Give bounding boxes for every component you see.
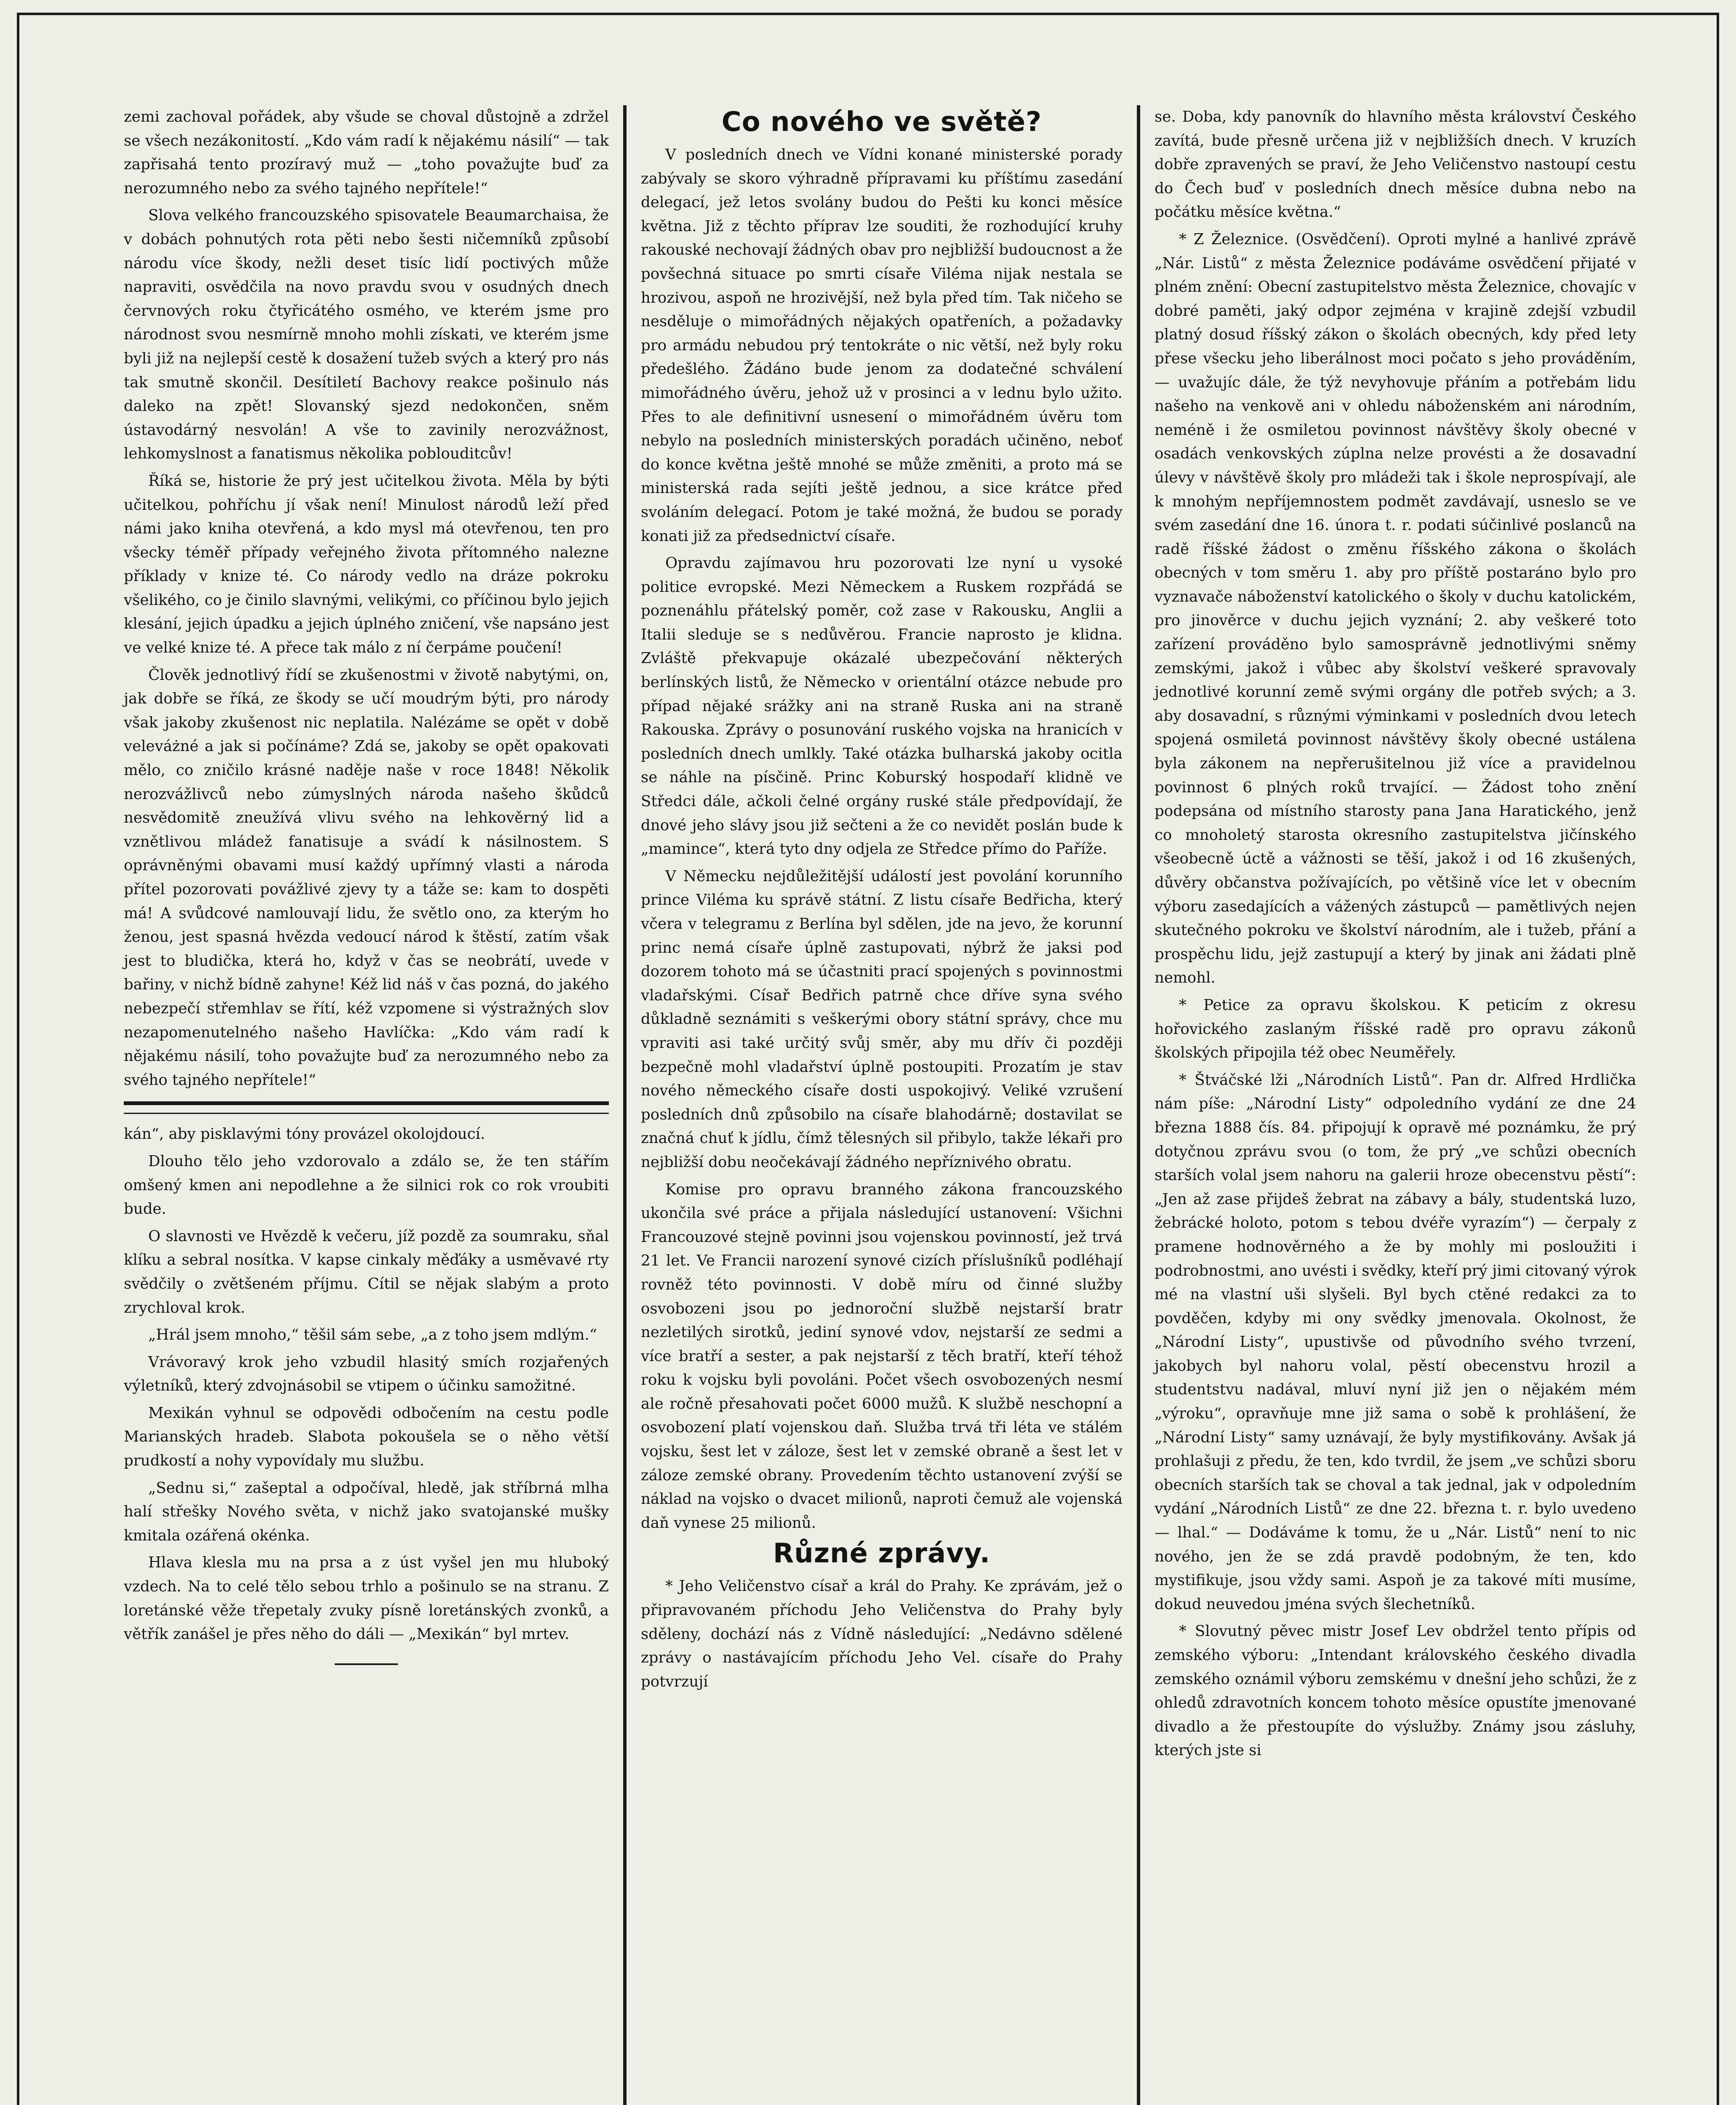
news-item: * Slovutný pěvec mistr Josef Lev obdržel tento přípis od zemského výboru: „Intendant královského českého divadla zemského oznámil výboru zemskému v dnešní jeho schůzi, že z ohledů zdravotních koncem tohoto měsíce opustíte jmenované divadlo a že přestoupíte do výslužby. Známy jsou zásluhy, kterých jste si <box>1155 1623 1636 1759</box>
section-heading-miscellaneous: Různé zprávy. <box>773 1538 991 1569</box>
feuilleton-paragraph: Vrávoravý krok jeho vzbudil hlasitý smích rozjařených výletníků, který zdvojnásobil se vtipem o účinku samožitné. <box>124 1353 609 1395</box>
column-right <box>1137 105 1651 2105</box>
article-paragraph: V posledních dnech ve Vídni konané ministerské porady zabývaly se skoro výhradně přípravami ku příštímu zasedání delegací, jež letos svolány budou do Pešti ku konci měsíce května. Již z těchto příprav lze souditi, že rozhodující kruhy rakouské nechovají žádných obav pro nejbližší budoucnost a že povšechná situace po smrti císaře Viléma nijak nestala se hrozivou, aspoň ne hrozivější, než byla před tím. Tak ničeho se nesděluje o mimořádných nějakých opatřeních, a požadavky pro armádu nebudou prý tentokráte o nic větší, než byly roku předešlého. Žádáno bude jenom za dodatečné schválení mimořádného úvěru, jehož už v prosinci a v lednu bylo užito. Přes to ale definitivní usnesení o mimořádném úvěru tom nebylo na posledních ministerských poradách učiněno, neboť do konce května ještě mnohé se může změniti, a proto má se ministerská rada sejíti ještě jednou, a sice krátce před svoláním delegací. Potom je také možná, že budou se porady konati již za předsednictví císaře. <box>641 146 1123 545</box>
article-paragraph: Říká se, historie že prý jest učitelkou života. Měla by býti učitelkou, pohříchu jí však není! Minulost národů leží před námi jako kniha otevřená, a kdo mysl má otevřenou, ten pro všecky téměř případy veřejného života přítomného nalezne příklady v knize té. Co národy vedlo na dráze pokroku všelikého, co je činilo slavnými, velikými, co příčinou bylo jejich klesání, jejich úpadku a jejich úplného zničení, vše napsáno jest ve velké knize té. A přece tak málo z ní čerpáme poučení! <box>124 472 609 657</box>
article-paragraph: * Jeho Veličenstvo císař a král do Prahy. Ke zprávám, jež o připravovaném příchodu Jeho Veličenstva do Prahy byly sděleny, dochází nás z Vídně následující: „Nedávno sdělené zprávy o nastávajícím příchodu Jeho Vel. císaře do Prahy potvrzují <box>641 1577 1123 1690</box>
article-paragraph: se. Doba, kdy panovník do hlavního města království Českého zavítá, bude přesně určena již v nejbližších dnech. V kruzích dobře zpravených se praví, že Jeho Veličenstvo nastoupí cestu do Čech buď v posledních dnech měsíce dubna nebo na počátku měsíce května.“ <box>1155 108 1636 221</box>
article-paragraph: Komise pro opravu branného zákona francouzského ukončila své práce a přijala následující ustanovení: Všichni Francouzové stejně povinni jsou vojenskou povinností, jež trvá 21 let. Ve Francii narození synové cizích příslušníků podléhají rovněž této povinnosti. V době míru od činné služby osvobozeni jsou po jednoroční službě nejstarší bratr nezletilých sirotků, jediní synové vdov, nejstarší ze sedmi a více bratří a sester, a pak nejstarší z těch bratří, kteří téhož roku k vojsku byli povoláni. Počet všech osvobozených nesmí ale ročně přesahovati počet 6000 mužů. K službě neschopní a osvobození platí vojenskou daň. Služba trvá tři léta ve stálém vojsku, šest let v záloze, šest let v zemské obraně a šest let v záloze zemské obrany. Provedením těchto ustanovení zvýší se náklad na vojsko o dvacet milionů, naproti čemuž ale vojenská daň vynese 25 milionů. <box>641 1180 1123 1532</box>
feuilleton-divider <box>124 1101 609 1114</box>
column-middle <box>623 105 1137 2105</box>
article-paragraph: V Německu nejdůležitější událostí jest povolání korunního prince Viléma ku správě státní. Z listu císaře Bedřicha, který včera v telegramu z Berlína byl sdělen, jde na jevo, že korunní princ nemá císaře úplně zastupovati, nýbrž že jaksi pod dozorem tohoto má se účastniti prací spojených s povinnostmi vladařskými. Císař Bedřich patrně chce dříve syna svého důkladně seznámiti s veškerými obory státní správy, chce mu vpraviti asi také určitý svůj směr, aby mu dřív či později bezpečně mohl vladařství úplně postoupiti. Prozatím je stav nového německého císaře dosti uspokojivý. Veliké vzrušení posledních dnů způsobilo na císaře blahodárně; dostavilat se značná chuť k jídlu, čímž tělesných sil přibylo, takže lékaři pro nejbližší dobu neočekávají žádného nepříznivého obratu. <box>641 867 1123 1171</box>
article-paragraph: Slova velkého francouzského spisovatele Beaumarchaisa, že v dobách pohnutých rota pěti nebo šesti ničemníků způsobí národu více škody, nežli deset tisíc lidí poctivých může napraviti, osvědčila na novo pravdu svou v osudných dnech červnových roku čtyřicátého osmého, ve kterém jsme pro národnost svou nesmírně mnoho mohli získati, ve kterém jsme byli již na nejlepší cestě k dosažení tužeb svých a který pro nás tak smutně skončil. Desítiletí Bachovy reakce pošinulo nás daleko na zpět! Slovanský sjezd nedokončen, sněm ústavodárný nesvolán! A vše to zavinily nerozvážnost, lehkomyslnost a fanatismus několika poblouditcův! <box>124 207 609 463</box>
feuilleton-paragraph: kán“, aby pisklavými tóny provázel okolojdoucí. <box>124 1125 485 1143</box>
feuilleton-paragraph: Hlava klesla mu na prsa a z úst vyšel jen mu hluboký vzdech. Na to celé tělo sebou trhlo a pošinulo se na stranu. Z loretánské věže třepetaly zvuky písně loretánských zvonků, a větřík zanášel je přes něho do dáli — „Mexikán“ byl mrtev. <box>124 1554 609 1643</box>
news-item: * Z Železnice. (Osvědčení). Oproti mylné a hanlivé zprávě „Nár. Listů“ z města Železnice podáváme osvědčení přijaté v plném znění: Obecní zastupitelstvo města Železnice, chovajíc v dobré paměti, jaký odpor zejména v krajině zdejší vzbudil platný dosud říšský zákon o školách obecných, kdy před lety přese všecku jeho liberálnost moci počato s jeho prováděním, — uvažujíc dále, že týž nevyhovuje přáním a potřebám lidu našeho na venkově ani v ohledu náboženském ani národním, neméně i že osmiletou povinnost návštěvy školy obecné v osadách venkovských zúplna nelze provésti a že dosavadní úlevy v návštěvě školy pro mládeži tak i škole neprospívají, ale k mnohým nepříjemnostem podmět zavdávají, usneslo se ve svém zasedání dne 16. února t. r. podati súčinlivé poslanců na radě říšské žádost o změnu říšského zákona o školách obecných v tom směru 1. aby pro příště postaráno bylo pro vyznavače náboženství katolického o školy v duchu katolickém, pro jinověrce v duchu jejich vyznání; 2. aby veškeré toto zařízení prováděno bylo samosprávně jednotlivými sněmy zemskými, jakož i vůbec aby školství veškeré spravovaly jednotlivé korunní země svými orgány dle potřeb svých; a 3. aby dosavadní, s různými výminkami v posledních dvou letech spojená osmiletá povinnost návštěvy školy obecné ustálena byla zákonem na nepřerušitelnou již více a pravidelnou povinnost 6 plných roků trvající. — Žádost toho znění podepsána od místního starosty pana Jana Haratického, jenž co mnoholetý starosta okresního zastupitelstva jičínského všeobecně úctě a vážnosti se těší, jakož i od 16 zkušených, důvěry občanstva požívajících, po většině více let v obecním výboru zasedajících a vážených zástupců — pamětlivých nejen skutečného pokroku ve školství národním, ale i tužeb, přání a prospěchu lidu, jejž zastupují a který by jinak ani žádati plně nemohl. <box>1155 230 1636 987</box>
article-paragraph: Člověk jednotlivý řídí se zkušenostmi v životě nabytými, on, jak dobře se říká, ze škody se učí moudrým býti, pro národy však jakoby zkušenost nic neplatila. Nalézáme se opět v době veleváżné a jak si počínáme? Zdá se, jakoby se opět opakovati mělo, co zničilo krásné naděje naše v roce 1848! Několik nerozvážlivců nebo zúmyslných národa našeho škůdců nesvědomitě zneužívá vlivu svého na lehkověrný lid a vznětlivou mládež fanatisuje a svádí k násilnostem. S oprávněnými obavami musí každý upřímný vlasti a národa přítel pozorovati povážlivé zjevy ty a táže se: kam to dospěti má! A svůdcové namlouvají lidu, že světlo ono, za kterým ho ženou, jest spasná hvězda vedoucí národ k štěstí, zatím však jest to bludička, která ho, když v čas se neobrátí, uvede v bařiny, v nichž bídně zahyne! Kéž lid náš v čas pozná, do jakého nebezpečí střemhlav se řítí, kéž vzpomene si výstražných slov nezapomenutelného našeho Havlíčka: „Kdo vám radí k nějakému násilí, toho považujte buď za nerozumného nebo za svého tajného nepřítele!“ <box>124 666 609 1089</box>
feuilleton-paragraph: „Hrál jsem mnoho,“ těšil sám sebe, „a z toho jsem mdlým.“ <box>148 1326 597 1344</box>
news-item: * Štváčské lži „Národních Listů“. Pan dr. Alfred Hrdlička nám píše: „Národní Listy“ odpoledního vydání ze dne 24 března 1888 čís. 84. připojují k opravě mé poznámku, že prý dotyčnou zprávu svou (o tom, že prý „ve schůzi obecních starších volal jsem nahoru na galerii hroze obecenstvu pěstí“: „Jen až zase přijdeš žebrat na zábavy a bály, studentská luzo, žebrácké holoto, potom s tebou dvéře vyrazím“) — čerpaly z pramene hodnověrného a že by mohly mi posloužiti i podrobnostmi, ano uvésti i svědky, kteří prý jimi citovaný výrok mé na vlastní uši slyšeli. Byl bych ctěné redakci za to povděčen, kdyby mi ony svědky jmenovala. Okolnost, že „Národní Listy“, upustivše od původního svého tvrzení, jakobych byl nahoru volal, pěstí obecenstvu hrozil a studentstvu nadával, mluví nyní již jen o nějakém mém „výroku“, opravňuje mne již sama o sobě k prohlášení, že „Národní Listy“ samy uznávají, že byly mystifikovány. Avšak já prohlašuji z předu, že ten, kdo tvrdil, že jsem „ve schůzi sboru obecních starších tak se choval a tak jednal, jak v odpoledním vydání „Národních Listů“ ze dne 22. března t. r. bylo uvedeno — lhal.“ — Dodáváme k tomu, že u „Nár. Listů“ není to nic nového, jen že se zdá pravdě podobným, že ten, kdo mystifikuje, jsou vždy sami. Aspoň je za takové míti musíme, dokud neuvedou jména svých šlechetníků. <box>1155 1071 1636 1613</box>
article-paragraph: zemi zachoval pořádek, aby všude se choval důstojně a zdržel se všech nezákonitostí. „Kdo vám radí k nějakému násilí“ — tak zapřisahá tento prozíravý muž — „toho považujte buď za nerozumného nebo za svého tajného nepřítele!“ <box>124 108 609 197</box>
section-heading-world-news: Co nového ve světě? <box>721 107 1042 138</box>
feuilleton-paragraph: „Sednu si,“ zašeptal a odpočíval, hledě, jak stříbrná mlha halí střešky Nového světa, v nichž jako svatojanské mušky kmitala ozářená okénka. <box>124 1479 609 1544</box>
feuilleton-paragraph: O slavnosti ve Hvězdě k večeru, jíž pozdě za soumraku, sňal klíku a sebral nosítka. V kapse cinkaly měďáky a usměvavé rty svědčily o zvětšeném příjmu. Cítil se nějak slabým a proto zrychloval krok. <box>124 1227 609 1316</box>
text-columns <box>109 105 1651 2105</box>
end-rule <box>335 1663 398 1665</box>
feuilleton-paragraph: Mexikán vyhnul se odpovědi odbočením na cestu podle Marianských hradeb. Slabota pokoušela se o něho větší prudkostí a nohy vypovídaly mu službu. <box>124 1404 609 1470</box>
news-item: * Petice za opravu školskou. K peticím z okresu hořovického zaslaným říšské radě pro opravu zákonů školských připojila též obec Neuměřely. <box>1155 996 1636 1062</box>
column-left <box>109 105 623 2105</box>
article-paragraph: Opravdu zajímavou hru pozorovati lze nyní u vysoké politice evropské. Mezi Německem a Ruskem rozpřádá se poznenáhlu přátelský poměr, což zase v Rakousku, Anglii a Italii sleduje se s nedůvěrou. Francie naprosto je klidna. Zvláště překvapuje okázalé ubezpečování některých berlínských listů, že Německo v orientální otázce nebude pro případ nějaké srážky ani na straně Ruska ani na straně Rakouska. Zprávy o posunování ruského vojska na hranicích v posledních dnech umlkly. Také otázka bulharská jakoby ocitla se náhle na písčině. Princ Koburský hospodaří klidně ve Středci dále, ačkoli čelné orgány ruské stále předpovídají, že dnové jeho slávy jsou již sečteni a že co nevidět poslán bude k „mamince“, která tyto dny odjela ze Středce přímo do Paříže. <box>641 554 1123 858</box>
feuilleton-paragraph: Dlouho tělo jeho vzdorovalo a zdálo se, že ten stářím omšený kmen ani nepodlehne a že silnici rok co rok vroubiti bude. <box>124 1152 609 1218</box>
